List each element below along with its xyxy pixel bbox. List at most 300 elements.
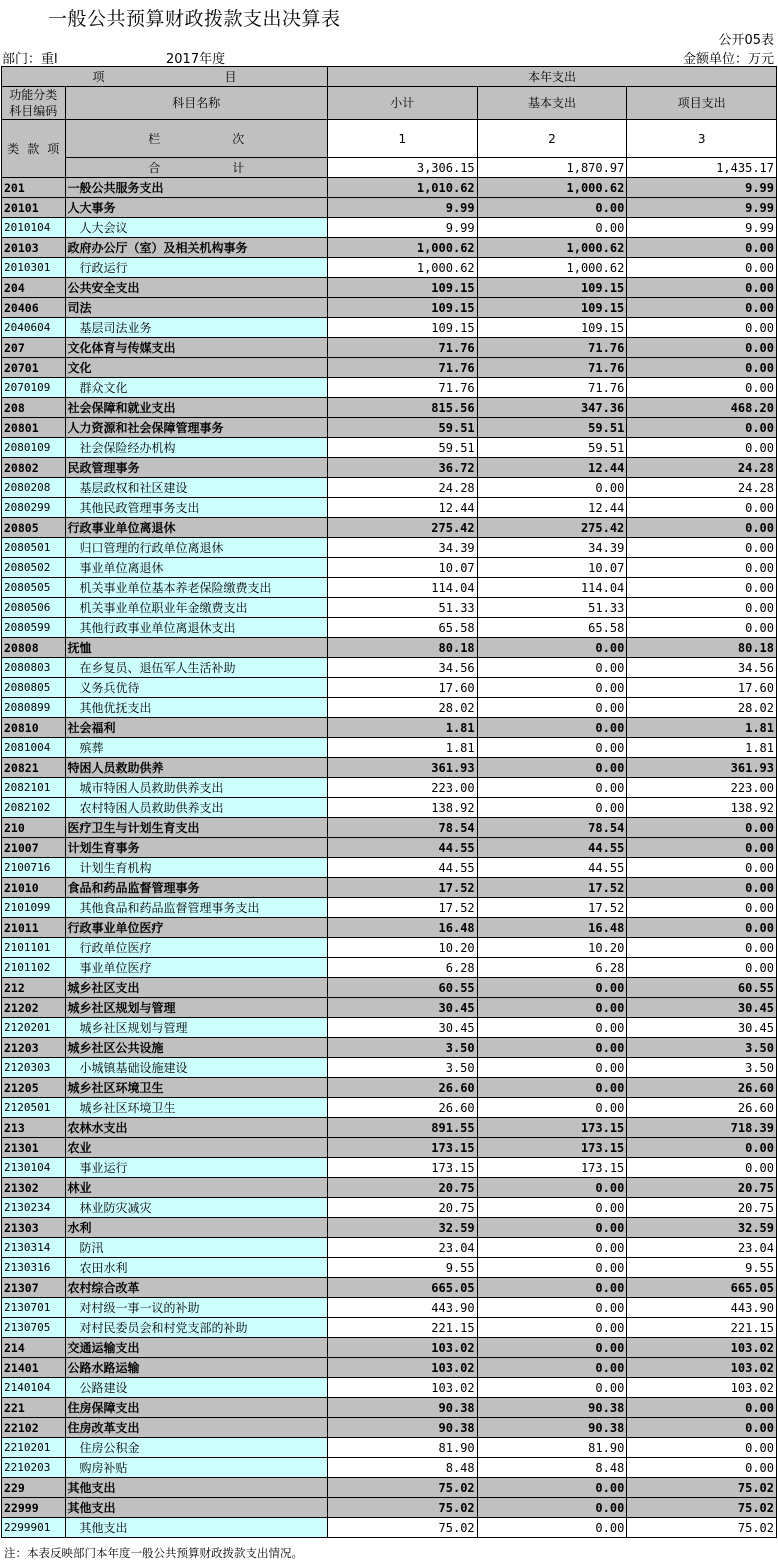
row-project: 9.99 <box>627 198 777 218</box>
row-subtotal: 138.92 <box>327 798 477 818</box>
row-project: 17.60 <box>627 678 777 698</box>
row-code: 2081004 <box>2 738 66 758</box>
row-code: 20701 <box>2 358 66 378</box>
row-basic: 347.36 <box>477 398 627 418</box>
row-subject-name: 在乡复员、退伍军人生活补助 <box>65 658 327 678</box>
row-subtotal: 223.00 <box>327 778 477 798</box>
row-project: 28.02 <box>627 698 777 718</box>
row-basic: 17.52 <box>477 878 627 898</box>
row-basic: 0.00 <box>477 218 627 238</box>
row-subtotal: 34.39 <box>327 538 477 558</box>
row-project: 9.55 <box>627 1258 777 1278</box>
row-project: 1.81 <box>627 738 777 758</box>
row-basic: 0.00 <box>477 698 627 718</box>
row-basic: 109.15 <box>477 278 627 298</box>
row-subtotal: 1,010.62 <box>327 178 477 198</box>
table-row <box>2 1398 777 1418</box>
row-subject-name: 城乡社区环境卫生 <box>65 1098 327 1118</box>
row-project: 103.02 <box>627 1378 777 1398</box>
row-basic: 10.07 <box>477 558 627 578</box>
row-subtotal: 9.99 <box>327 218 477 238</box>
row-project: 0.00 <box>627 438 777 458</box>
row-code: 2120201 <box>2 1018 66 1038</box>
row-basic: 6.28 <box>477 958 627 978</box>
row-code: 2080109 <box>2 438 66 458</box>
row-subtotal: 26.60 <box>327 1098 477 1118</box>
row-basic: 0.00 <box>477 1498 627 1518</box>
row-project: 0.00 <box>627 338 777 358</box>
row-code: 221 <box>2 1398 66 1418</box>
row-subject-name: 城乡社区规划与管理 <box>65 1018 327 1038</box>
row-code: 2130104 <box>2 1158 66 1178</box>
table-row <box>2 618 777 638</box>
row-project: 0.00 <box>627 598 777 618</box>
row-subtotal: 30.45 <box>327 1018 477 1038</box>
row-subject-name: 其他民政管理事务支出 <box>65 498 327 518</box>
row-subtotal: 1,000.62 <box>327 258 477 278</box>
row-subject-name: 社会保障和就业支出 <box>65 398 327 418</box>
amount-unit: 金额单位：万元 <box>682 52 774 67</box>
row-subject-name: 事业单位离退休 <box>65 558 327 578</box>
row-project: 0.00 <box>627 1398 777 1418</box>
row-basic: 12.44 <box>477 458 627 478</box>
row-subject-name: 特困人员救助供养 <box>65 758 327 778</box>
row-basic: 0.00 <box>477 1098 627 1118</box>
row-subject-name: 人大会议 <box>65 218 327 238</box>
row-subject-name: 人力资源和社会保障管理事务 <box>65 418 327 438</box>
row-subject-name: 社会保险经办机构 <box>65 438 327 458</box>
row-subtotal: 81.90 <box>327 1438 477 1458</box>
row-project: 60.55 <box>627 978 777 998</box>
row-subtotal: 36.72 <box>327 458 477 478</box>
total-basic: 1,870.97 <box>477 158 627 178</box>
row-basic: 0.00 <box>477 1278 627 1298</box>
table-row <box>2 638 777 658</box>
row-basic: 1,000.62 <box>477 178 627 198</box>
table-row <box>2 858 777 878</box>
row-basic: 1,000.62 <box>477 238 627 258</box>
row-subtotal: 103.02 <box>327 1358 477 1378</box>
department-label: 部门：重l <box>2 52 58 67</box>
row-code: 20801 <box>2 418 66 438</box>
row-subject-name: 殡葬 <box>65 738 327 758</box>
row-basic: 0.00 <box>477 778 627 798</box>
row-subject-name: 农业 <box>65 1138 327 1158</box>
row-subject-name: 抚恤 <box>65 638 327 658</box>
row-subject-name: 林业 <box>65 1178 327 1198</box>
row-code: 2210201 <box>2 1438 66 1458</box>
row-basic: 90.38 <box>477 1398 627 1418</box>
row-subtotal: 10.07 <box>327 558 477 578</box>
row-subtotal: 59.51 <box>327 418 477 438</box>
row-code: 208 <box>2 398 66 418</box>
row-project: 443.90 <box>627 1298 777 1318</box>
row-project: 1.81 <box>627 718 777 738</box>
row-basic: 44.55 <box>477 858 627 878</box>
row-project: 75.02 <box>627 1498 777 1518</box>
table-row <box>2 998 777 1018</box>
row-project: 75.02 <box>627 1518 777 1538</box>
row-code: 22999 <box>2 1498 66 1518</box>
table-row <box>2 338 777 358</box>
row-subject-name: 文化体育与传媒支出 <box>65 338 327 358</box>
row-code: 2080502 <box>2 558 66 578</box>
row-basic: 0.00 <box>477 978 627 998</box>
table-row <box>2 1018 777 1038</box>
lei-header: 类 <box>7 141 20 156</box>
row-code: 2080803 <box>2 658 66 678</box>
col-index-1: 1 <box>327 120 477 158</box>
row-subtotal: 12.44 <box>327 498 477 518</box>
project-header: 项目支出 <box>627 87 777 120</box>
row-basic: 90.38 <box>477 1418 627 1438</box>
row-basic: 0.00 <box>477 1378 627 1398</box>
row-subtotal: 17.52 <box>327 878 477 898</box>
row-subtotal: 1.81 <box>327 718 477 738</box>
row-project: 468.20 <box>627 398 777 418</box>
row-basic: 0.00 <box>477 1238 627 1258</box>
row-project: 0.00 <box>627 558 777 578</box>
row-basic: 114.04 <box>477 578 627 598</box>
row-subtotal: 44.55 <box>327 858 477 878</box>
row-subject-name: 防汛 <box>65 1238 327 1258</box>
table-row <box>2 1118 777 1138</box>
row-subject-name: 其他行政事业单位离退休支出 <box>65 618 327 638</box>
row-code: 212 <box>2 978 66 998</box>
row-subtotal: 71.76 <box>327 378 477 398</box>
row-code: 20810 <box>2 718 66 738</box>
row-project: 26.60 <box>627 1098 777 1118</box>
row-code: 20805 <box>2 518 66 538</box>
row-code: 2130316 <box>2 1258 66 1278</box>
row-basic: 0.00 <box>477 798 627 818</box>
row-code: 20103 <box>2 238 66 258</box>
row-basic: 0.00 <box>477 1018 627 1038</box>
row-subtotal: 32.59 <box>327 1218 477 1238</box>
row-subject-name: 司法 <box>65 298 327 318</box>
table-row <box>2 278 777 298</box>
row-subject-name: 住房改革支出 <box>65 1418 327 1438</box>
row-subtotal: 26.60 <box>327 1078 477 1098</box>
row-subject-name: 事业单位医疗 <box>65 958 327 978</box>
row-subtotal: 28.02 <box>327 698 477 718</box>
row-basic: 17.52 <box>477 898 627 918</box>
row-project: 103.02 <box>627 1358 777 1378</box>
row-project: 3.50 <box>627 1058 777 1078</box>
row-basic: 12.44 <box>477 498 627 518</box>
row-code: 2140104 <box>2 1378 66 1398</box>
row-subtotal: 109.15 <box>327 278 477 298</box>
row-basic: 51.33 <box>477 598 627 618</box>
row-code: 2010301 <box>2 258 66 278</box>
row-project: 0.00 <box>627 1138 777 1158</box>
row-subtotal: 90.38 <box>327 1418 477 1438</box>
table-row <box>2 318 777 338</box>
expenditure-table <box>1 66 777 1538</box>
row-code: 2080899 <box>2 698 66 718</box>
row-code: 2120501 <box>2 1098 66 1118</box>
row-project: 0.00 <box>627 358 777 378</box>
row-subtotal: 75.02 <box>327 1498 477 1518</box>
row-code: 2299901 <box>2 1518 66 1538</box>
row-subtotal: 109.15 <box>327 298 477 318</box>
row-basic: 0.00 <box>477 738 627 758</box>
row-subject-name: 城乡社区规划与管理 <box>65 998 327 1018</box>
row-basic: 34.39 <box>477 538 627 558</box>
row-code: 20101 <box>2 198 66 218</box>
table-row <box>2 1298 777 1318</box>
table-row <box>2 698 777 718</box>
row-project: 0.00 <box>627 918 777 938</box>
col-index-2: 2 <box>477 120 627 158</box>
table-row <box>2 918 777 938</box>
row-subtotal: 65.58 <box>327 618 477 638</box>
row-project: 34.56 <box>627 658 777 678</box>
table-row <box>2 658 777 678</box>
row-project: 26.60 <box>627 1078 777 1098</box>
row-subject-name: 一般公共服务支出 <box>65 178 327 198</box>
row-subtotal: 71.76 <box>327 358 477 378</box>
row-subject-name: 城乡社区环境卫生 <box>65 1078 327 1098</box>
row-basic: 8.48 <box>477 1458 627 1478</box>
table-row <box>2 478 777 498</box>
row-subject-name: 城市特困人员救助供养支出 <box>65 778 327 798</box>
row-basic: 0.00 <box>477 198 627 218</box>
row-basic: 16.48 <box>477 918 627 938</box>
row-subject-name: 基层司法业务 <box>65 318 327 338</box>
row-basic: 0.00 <box>477 658 627 678</box>
row-project: 0.00 <box>627 1158 777 1178</box>
row-basic: 0.00 <box>477 1258 627 1278</box>
row-subject-name: 文化 <box>65 358 327 378</box>
footnote: 注：本表反映部门本年度一般公共预算财政拨款支出情况。 <box>4 1546 303 1560</box>
table-row <box>2 578 777 598</box>
row-code: 2080506 <box>2 598 66 618</box>
row-project: 30.45 <box>627 1018 777 1038</box>
row-project: 103.02 <box>627 1338 777 1358</box>
row-basic: 0.00 <box>477 758 627 778</box>
row-project: 0.00 <box>627 418 777 438</box>
row-code: 229 <box>2 1478 66 1498</box>
table-row <box>2 178 777 198</box>
row-subtotal: 109.15 <box>327 318 477 338</box>
row-subtotal: 1.81 <box>327 738 477 758</box>
row-subject-name: 行政事业单位离退休 <box>65 518 327 538</box>
row-subtotal: 8.48 <box>327 1458 477 1478</box>
row-basic: 1,000.62 <box>477 258 627 278</box>
row-code: 2130705 <box>2 1318 66 1338</box>
row-code: 21007 <box>2 838 66 858</box>
row-code: 2080505 <box>2 578 66 598</box>
table-row <box>2 438 777 458</box>
row-subject-name: 城乡社区支出 <box>65 978 327 998</box>
row-project: 20.75 <box>627 1198 777 1218</box>
row-code: 2130234 <box>2 1198 66 1218</box>
row-subject-name: 政府办公厅（室）及相关机构事务 <box>65 238 327 258</box>
row-subject-name: 行政单位医疗 <box>65 938 327 958</box>
row-subtotal: 103.02 <box>327 1338 477 1358</box>
row-code: 2130701 <box>2 1298 66 1318</box>
table-row <box>2 778 777 798</box>
row-project: 20.75 <box>627 1178 777 1198</box>
row-subtotal: 3.50 <box>327 1038 477 1058</box>
row-code: 2080208 <box>2 478 66 498</box>
row-project: 0.00 <box>627 318 777 338</box>
table-row <box>2 418 777 438</box>
row-code: 2080599 <box>2 618 66 638</box>
row-code: 21302 <box>2 1178 66 1198</box>
row-project: 0.00 <box>627 298 777 318</box>
table-row <box>2 1458 777 1478</box>
row-subject-name: 事业运行 <box>65 1158 327 1178</box>
table-row <box>2 238 777 258</box>
row-code: 21205 <box>2 1078 66 1098</box>
row-project: 0.00 <box>627 378 777 398</box>
table-row <box>2 738 777 758</box>
row-subject-name: 交通运输支出 <box>65 1338 327 1358</box>
row-subtotal: 30.45 <box>327 998 477 1018</box>
total-project: 1,435.17 <box>627 158 777 178</box>
row-subject-name: 公路水路运输 <box>65 1358 327 1378</box>
table-row <box>2 1238 777 1258</box>
row-code: 214 <box>2 1338 66 1358</box>
row-code: 2040604 <box>2 318 66 338</box>
row-code: 2210203 <box>2 1458 66 1478</box>
row-subject-name: 小城镇基础设施建设 <box>65 1058 327 1078</box>
row-subtotal: 17.60 <box>327 678 477 698</box>
row-basic: 65.58 <box>477 618 627 638</box>
row-subject-name: 对村民委员会和村党支部的补助 <box>65 1318 327 1338</box>
row-project: 0.00 <box>627 938 777 958</box>
row-subject-name: 住房保障支出 <box>65 1398 327 1418</box>
row-basic: 0.00 <box>477 1298 627 1318</box>
table-row <box>2 978 777 998</box>
row-subtotal: 173.15 <box>327 1138 477 1158</box>
row-subject-name: 水利 <box>65 1218 327 1238</box>
row-project: 24.28 <box>627 458 777 478</box>
table-row <box>2 1258 777 1278</box>
row-project: 9.99 <box>627 178 777 198</box>
row-subject-name: 其他支出 <box>65 1478 327 1498</box>
row-subject-name: 林业防灾减灾 <box>65 1198 327 1218</box>
row-project: 0.00 <box>627 958 777 978</box>
row-subject-name: 公路建设 <box>65 1378 327 1398</box>
row-code: 2130314 <box>2 1238 66 1258</box>
table-row <box>2 1138 777 1158</box>
row-subtotal: 75.02 <box>327 1518 477 1538</box>
table-row <box>2 1098 777 1118</box>
row-code: 21401 <box>2 1358 66 1378</box>
row-code: 2101102 <box>2 958 66 978</box>
row-subtotal: 361.93 <box>327 758 477 778</box>
row-subtotal: 23.04 <box>327 1238 477 1258</box>
row-code: 2080501 <box>2 538 66 558</box>
row-basic: 59.51 <box>477 438 627 458</box>
row-code: 2100716 <box>2 858 66 878</box>
row-project: 0.00 <box>627 258 777 278</box>
row-project: 221.15 <box>627 1318 777 1338</box>
row-subtotal: 90.38 <box>327 1398 477 1418</box>
item-header: 项 目 <box>2 67 328 87</box>
row-subject-name: 食品和药品监督管理事务 <box>65 878 327 898</box>
row-subtotal: 9.99 <box>327 198 477 218</box>
row-code: 21307 <box>2 1278 66 1298</box>
row-subject-name: 机关事业单位职业年金缴费支出 <box>65 598 327 618</box>
row-subtotal: 44.55 <box>327 838 477 858</box>
row-code: 20802 <box>2 458 66 478</box>
row-code: 2080299 <box>2 498 66 518</box>
row-code: 21301 <box>2 1138 66 1158</box>
table-row <box>2 958 777 978</box>
year-spend-header: 本年支出 <box>327 67 776 87</box>
table-row <box>2 198 777 218</box>
table-row <box>2 1498 777 1518</box>
table-row <box>2 258 777 278</box>
row-subtotal: 173.15 <box>327 1158 477 1178</box>
row-code: 21303 <box>2 1218 66 1238</box>
table-row <box>2 1478 777 1498</box>
row-basic: 81.90 <box>477 1438 627 1458</box>
row-project: 0.00 <box>627 1458 777 1478</box>
row-basic: 109.15 <box>477 298 627 318</box>
row-code: 213 <box>2 1118 66 1138</box>
row-code: 21011 <box>2 918 66 938</box>
row-basic: 0.00 <box>477 1058 627 1078</box>
row-subject-name: 住房公积金 <box>65 1438 327 1458</box>
row-project: 0.00 <box>627 238 777 258</box>
table-row <box>2 218 777 238</box>
row-subtotal: 34.56 <box>327 658 477 678</box>
subject-name-header: 科目名称 <box>65 87 327 120</box>
row-subtotal: 665.05 <box>327 1278 477 1298</box>
row-project: 23.04 <box>627 1238 777 1258</box>
row-code: 20808 <box>2 638 66 658</box>
row-basic: 173.15 <box>477 1118 627 1138</box>
row-subject-name: 群众文化 <box>65 378 327 398</box>
row-project: 0.00 <box>627 618 777 638</box>
row-project: 80.18 <box>627 638 777 658</box>
row-project: 24.28 <box>627 478 777 498</box>
col-index-3: 3 <box>627 120 777 158</box>
row-subject-name: 基层政权和社区建设 <box>65 478 327 498</box>
table-row <box>2 518 777 538</box>
row-subject-name: 医疗卫生与计划生育支出 <box>65 818 327 838</box>
row-subtotal: 20.75 <box>327 1198 477 1218</box>
row-code: 2120303 <box>2 1058 66 1078</box>
subtotal-header: 小计 <box>327 87 477 120</box>
row-subtotal: 20.75 <box>327 1178 477 1198</box>
row-project: 0.00 <box>627 1418 777 1438</box>
table-row <box>2 678 777 698</box>
row-project: 3.50 <box>627 1038 777 1058</box>
row-basic: 0.00 <box>477 1218 627 1238</box>
row-project: 665.05 <box>627 1278 777 1298</box>
table-row <box>2 1078 777 1098</box>
row-subtotal: 891.55 <box>327 1118 477 1138</box>
row-code: 201 <box>2 178 66 198</box>
row-project: 75.02 <box>627 1478 777 1498</box>
row-project: 9.99 <box>627 218 777 238</box>
row-code: 21010 <box>2 878 66 898</box>
table-row <box>2 1378 777 1398</box>
table-row <box>2 538 777 558</box>
table-row <box>2 1158 777 1178</box>
row-basic: 0.00 <box>477 1358 627 1378</box>
row-project: 138.92 <box>627 798 777 818</box>
table-row <box>2 718 777 738</box>
row-project: 0.00 <box>627 1438 777 1458</box>
row-basic: 275.42 <box>477 518 627 538</box>
